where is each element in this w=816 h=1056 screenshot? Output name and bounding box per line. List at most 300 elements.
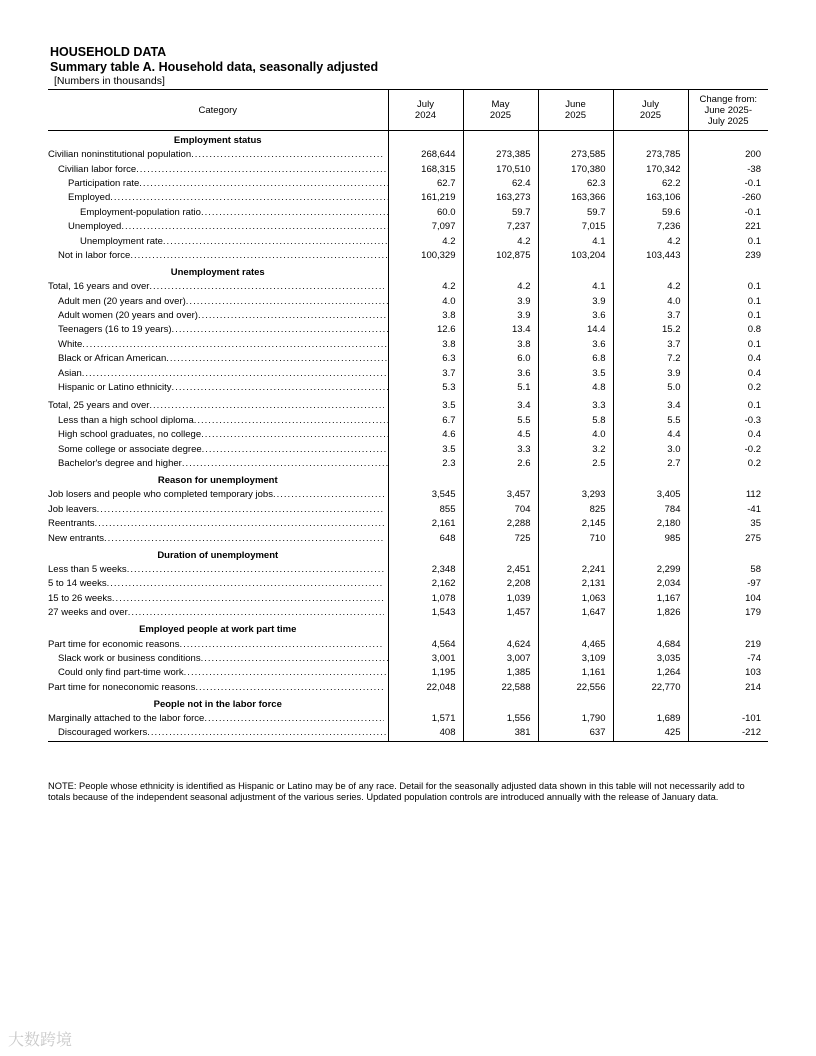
value-cell: 710 — [538, 531, 613, 545]
row-label-text: New entrants — [48, 532, 104, 544]
value-cell: 648 — [388, 531, 463, 545]
table-row — [48, 652, 768, 666]
leader-dots — [172, 323, 388, 337]
empty-cell — [613, 471, 688, 488]
row-label — [48, 488, 388, 502]
value-cell: 2,131 — [538, 577, 613, 591]
value-cell: 268,644 — [388, 148, 463, 162]
row-label — [48, 206, 388, 220]
value-cell: 59.7 — [538, 206, 613, 220]
value-cell: 1,039 — [463, 592, 538, 606]
table-row — [48, 712, 768, 726]
value-cell: 4.5 — [463, 428, 538, 442]
value-cell: 168,315 — [388, 162, 463, 176]
table-row — [48, 637, 768, 651]
value-cell: 4,564 — [388, 637, 463, 651]
value-cell: 1,556 — [463, 712, 538, 726]
row-label — [48, 681, 388, 695]
value-cell: 3,405 — [613, 488, 688, 502]
leader-dots — [184, 666, 388, 680]
value-cell: 4.0 — [388, 295, 463, 309]
empty-cell — [463, 695, 538, 712]
value-cell: 0.4 — [688, 366, 768, 380]
value-cell: 1,195 — [388, 666, 463, 680]
empty-cell — [538, 263, 613, 280]
value-cell: 3.7 — [613, 309, 688, 323]
value-cell: 3.4 — [463, 399, 538, 413]
value-cell: 60.0 — [388, 206, 463, 220]
section-heading-row — [48, 546, 768, 563]
table-row — [48, 442, 768, 456]
leader-dots — [121, 220, 388, 234]
value-cell: 0.1 — [688, 338, 768, 352]
value-cell: 163,273 — [463, 191, 538, 205]
leader-dots — [201, 428, 388, 442]
value-cell: 3.6 — [538, 338, 613, 352]
row-label-text: Participation rate — [68, 177, 140, 189]
section-heading: Reason for unemployment — [157, 475, 278, 487]
value-cell: 5.1 — [463, 381, 538, 395]
leader-dots — [82, 338, 388, 352]
value-cell: 0.1 — [688, 309, 768, 323]
row-label — [48, 517, 388, 531]
value-cell: -260 — [688, 191, 768, 205]
value-cell: 2,180 — [613, 517, 688, 531]
empty-cell — [388, 695, 463, 712]
leader-dots — [194, 414, 388, 428]
value-cell: 62.3 — [538, 177, 613, 191]
value-cell: 1,826 — [613, 606, 688, 620]
value-cell: 1,790 — [538, 712, 613, 726]
table-row — [48, 234, 768, 248]
row-label-text: Not in labor force — [58, 249, 131, 261]
section-heading: People not in the labor force — [153, 698, 282, 710]
value-cell: 170,342 — [613, 162, 688, 176]
value-cell: 3,457 — [463, 488, 538, 502]
value-cell: 14.4 — [538, 323, 613, 337]
value-cell: 22,770 — [613, 681, 688, 695]
table-row — [48, 352, 768, 366]
value-cell: 425 — [613, 726, 688, 741]
value-cell: 6.3 — [388, 352, 463, 366]
leader-dots — [107, 577, 384, 591]
value-cell: 102,875 — [463, 249, 538, 263]
value-cell: 2,241 — [538, 563, 613, 577]
row-label — [48, 352, 388, 366]
row-label — [48, 234, 388, 248]
value-cell: 3.8 — [463, 338, 538, 352]
value-cell: 62.2 — [613, 177, 688, 191]
col-header-june-2025: June 2025 — [538, 90, 613, 131]
section-heading: Employed people at work part time — [139, 624, 297, 636]
leader-dots — [186, 295, 388, 309]
table-row — [48, 517, 768, 531]
row-label-text: Reentrants — [48, 518, 95, 530]
value-cell: 2.7 — [613, 457, 688, 471]
row-label-text: Civilian noninstitutional population — [48, 149, 192, 161]
value-cell: 273,785 — [613, 148, 688, 162]
value-cell: 2,288 — [463, 517, 538, 531]
value-cell: 1,457 — [463, 606, 538, 620]
table-row — [48, 148, 768, 162]
value-cell: 1,264 — [613, 666, 688, 680]
value-cell: 4.2 — [388, 234, 463, 248]
empty-cell — [463, 620, 538, 637]
value-cell: 3,007 — [463, 652, 538, 666]
value-cell: 4.2 — [613, 234, 688, 248]
value-cell: 273,385 — [463, 148, 538, 162]
value-cell: 3.9 — [613, 366, 688, 380]
row-label-text: Job leavers — [48, 503, 97, 515]
value-cell: 58 — [688, 563, 768, 577]
leader-dots — [139, 177, 388, 191]
row-label-text: Job losers and people who completed temporary jobs — [48, 489, 273, 501]
empty-cell — [688, 695, 768, 712]
table-row — [48, 162, 768, 176]
row-label — [48, 442, 388, 456]
value-cell: 12.6 — [388, 323, 463, 337]
value-cell: 0.2 — [688, 457, 768, 471]
row-label — [48, 220, 388, 234]
value-cell: 275 — [688, 531, 768, 545]
value-cell: 784 — [613, 503, 688, 517]
value-cell: 6.0 — [463, 352, 538, 366]
leader-dots — [82, 367, 388, 381]
value-cell: 637 — [538, 726, 613, 741]
watermark: 大数跨境 — [8, 1032, 73, 1049]
value-cell: 3.6 — [463, 366, 538, 380]
value-cell: 0.8 — [688, 323, 768, 337]
value-cell: 6.8 — [538, 352, 613, 366]
value-cell: 1,161 — [538, 666, 613, 680]
value-cell: 1,689 — [613, 712, 688, 726]
value-cell: 3.2 — [538, 442, 613, 456]
value-cell: 4,465 — [538, 637, 613, 651]
row-label-text: Total, 25 years and over — [48, 400, 150, 412]
table-row — [48, 280, 768, 294]
value-cell: -41 — [688, 503, 768, 517]
value-cell: 2,162 — [388, 577, 463, 591]
value-cell: 219 — [688, 637, 768, 651]
row-label-text: Discouraged workers — [58, 727, 148, 739]
value-cell: 381 — [463, 726, 538, 741]
value-cell: 6.7 — [388, 414, 463, 428]
leader-dots — [136, 163, 388, 177]
value-cell: 1,167 — [613, 592, 688, 606]
leader-dots — [172, 381, 388, 395]
row-label-text: Unemployment rate — [80, 235, 163, 247]
value-cell: 4.1 — [538, 280, 613, 294]
value-cell: 2,145 — [538, 517, 613, 531]
row-label — [48, 428, 388, 442]
value-cell: -0.3 — [688, 414, 768, 428]
value-cell: 2.3 — [388, 457, 463, 471]
page-title: HOUSEHOLD DATA — [50, 45, 167, 59]
row-label — [48, 577, 388, 591]
value-cell: 179 — [688, 606, 768, 620]
value-cell: -0.1 — [688, 177, 768, 191]
value-cell: 985 — [613, 531, 688, 545]
row-label — [48, 323, 388, 337]
empty-cell — [388, 620, 463, 637]
leader-dots — [97, 503, 384, 517]
leader-dots — [201, 206, 388, 220]
table-row — [48, 249, 768, 263]
leader-dots — [191, 148, 384, 162]
value-cell: 3.8 — [388, 309, 463, 323]
section-heading: Duration of unemployment — [157, 549, 279, 561]
table-row — [48, 381, 768, 395]
value-cell: 3.0 — [613, 442, 688, 456]
empty-cell — [613, 695, 688, 712]
row-label-text: Adult women (20 years and over) — [58, 310, 198, 322]
row-label-text: White — [58, 338, 83, 350]
value-cell: 7,015 — [538, 220, 613, 234]
value-cell: 161,219 — [388, 191, 463, 205]
value-cell: 1,543 — [388, 606, 463, 620]
value-cell: 4.0 — [613, 295, 688, 309]
leader-dots — [149, 280, 384, 294]
value-cell: 59.6 — [613, 206, 688, 220]
value-cell: 725 — [463, 531, 538, 545]
table-row — [48, 666, 768, 680]
value-cell: 170,510 — [463, 162, 538, 176]
row-label-text: Hispanic or Latino ethnicity — [58, 382, 172, 394]
row-label-text: Less than 5 weeks — [48, 563, 127, 575]
row-label — [48, 592, 388, 606]
row-label-text: High school graduates, no college — [58, 429, 202, 441]
empty-cell — [463, 131, 538, 149]
value-cell: 3,109 — [538, 652, 613, 666]
value-cell: 2,299 — [613, 563, 688, 577]
value-cell: -101 — [688, 712, 768, 726]
value-cell: 104 — [688, 592, 768, 606]
empty-cell — [613, 620, 688, 637]
value-cell: 103 — [688, 666, 768, 680]
table-row — [48, 309, 768, 323]
value-cell: 163,366 — [538, 191, 613, 205]
row-label-text: Part time for economic reasons — [48, 638, 180, 650]
value-cell: 2,161 — [388, 517, 463, 531]
leader-dots — [204, 712, 384, 726]
row-label — [48, 191, 388, 205]
leader-dots — [130, 249, 388, 263]
leader-dots — [179, 638, 384, 652]
value-cell: 4.2 — [463, 234, 538, 248]
empty-cell — [688, 546, 768, 563]
units-note: [Numbers in thousands] — [54, 75, 165, 87]
value-cell: 7.2 — [613, 352, 688, 366]
value-cell: 0.1 — [688, 234, 768, 248]
leader-dots — [182, 457, 388, 471]
row-label-text: Civilian labor force — [58, 163, 137, 175]
empty-cell — [463, 263, 538, 280]
empty-cell — [688, 620, 768, 637]
value-cell: 3.5 — [538, 366, 613, 380]
col-header-category: Category — [48, 90, 388, 131]
row-label-text: Bachelor's degree and higher — [58, 458, 182, 469]
value-cell: 5.0 — [613, 381, 688, 395]
value-cell: 3.8 — [388, 338, 463, 352]
table-row — [48, 338, 768, 352]
value-cell: 3,035 — [613, 652, 688, 666]
empty-cell — [613, 263, 688, 280]
value-cell: 408 — [388, 726, 463, 741]
value-cell: 13.4 — [463, 323, 538, 337]
row-label — [48, 503, 388, 517]
footnote: NOTE: People whose ethnicity is identified as Hispanic or Latino may be of any race. Detail for the seasonally adjusted data shown in this table will not necessarily add to totals because of the independent seasonal adjustment of the various series. Updated population controls are introduced annually with the release of January data. — [48, 781, 745, 802]
row-label — [48, 280, 388, 294]
value-cell: 2.5 — [538, 457, 613, 471]
leader-dots — [273, 488, 384, 502]
row-label-text: Marginally attached to the labor force — [48, 713, 205, 725]
row-label — [48, 338, 388, 352]
row-label-text: 5 to 14 weeks — [48, 578, 107, 590]
leader-dots — [198, 309, 388, 323]
value-cell: 3.9 — [463, 295, 538, 309]
row-label-text: Total, 16 years and over — [48, 281, 150, 293]
table-row — [48, 531, 768, 545]
empty-cell — [613, 131, 688, 149]
value-cell: 0.1 — [688, 280, 768, 294]
table-row — [48, 177, 768, 191]
household-data-table — [48, 89, 768, 742]
empty-cell — [538, 695, 613, 712]
value-cell: 4.6 — [388, 428, 463, 442]
row-label — [48, 399, 388, 413]
leader-dots — [128, 606, 384, 620]
row-label-text: Could only find part-time work — [58, 667, 184, 679]
col-header-july-2025: July 2025 — [613, 90, 688, 131]
leader-dots — [201, 652, 388, 666]
value-cell: 170,380 — [538, 162, 613, 176]
table-row — [48, 206, 768, 220]
row-label-text: Employed — [68, 192, 111, 204]
section-heading-row — [48, 695, 768, 712]
row-label-text: 27 weeks and over — [48, 607, 128, 619]
leader-dots — [94, 517, 384, 531]
value-cell: -0.1 — [688, 206, 768, 220]
table-row — [48, 503, 768, 517]
value-cell: 103,204 — [538, 249, 613, 263]
value-cell: 0.1 — [688, 295, 768, 309]
leader-dots — [110, 191, 388, 205]
value-cell: 0.2 — [688, 381, 768, 395]
value-cell: 112 — [688, 488, 768, 502]
table-row — [48, 414, 768, 428]
table-body — [48, 131, 768, 742]
value-cell: 5.5 — [613, 414, 688, 428]
value-cell: 4.1 — [538, 234, 613, 248]
value-cell: 0.1 — [688, 399, 768, 413]
row-label — [48, 606, 388, 620]
value-cell: 2.6 — [463, 457, 538, 471]
value-cell: 3.7 — [613, 338, 688, 352]
empty-cell — [463, 471, 538, 488]
leader-dots — [104, 532, 384, 546]
table-row — [48, 457, 768, 471]
value-cell: 221 — [688, 220, 768, 234]
row-label-text: Asian — [58, 367, 82, 379]
leader-dots — [202, 443, 388, 457]
value-cell: 4.2 — [613, 280, 688, 294]
table-row — [48, 577, 768, 591]
value-cell: -38 — [688, 162, 768, 176]
value-cell: 3,545 — [388, 488, 463, 502]
empty-cell — [463, 546, 538, 563]
table-row — [48, 295, 768, 309]
value-cell: 7,236 — [613, 220, 688, 234]
row-label — [48, 366, 388, 380]
value-cell: -74 — [688, 652, 768, 666]
value-cell: 22,588 — [463, 681, 538, 695]
row-label — [48, 563, 388, 577]
table-row — [48, 592, 768, 606]
table-subtitle: Summary table A. Household data, seasonally adjusted — [50, 60, 379, 74]
row-label — [48, 637, 388, 651]
value-cell: 3.9 — [538, 295, 613, 309]
value-cell: 3.3 — [463, 442, 538, 456]
value-cell: 1,385 — [463, 666, 538, 680]
value-cell: 2,034 — [613, 577, 688, 591]
table-row — [48, 488, 768, 502]
table-header-row — [48, 90, 768, 131]
value-cell: 35 — [688, 517, 768, 531]
section-heading-row — [48, 620, 768, 637]
value-cell: 200 — [688, 148, 768, 162]
empty-cell — [688, 131, 768, 149]
value-cell: 3.5 — [388, 442, 463, 456]
empty-cell — [538, 131, 613, 149]
leader-dots — [147, 726, 388, 740]
value-cell: 1,078 — [388, 592, 463, 606]
value-cell: 4,624 — [463, 637, 538, 651]
value-cell: 1,647 — [538, 606, 613, 620]
table-row — [48, 563, 768, 577]
value-cell: 5.5 — [463, 414, 538, 428]
value-cell: 4.2 — [388, 280, 463, 294]
row-label — [48, 148, 388, 162]
value-cell: 4.8 — [538, 381, 613, 395]
table-row — [48, 366, 768, 380]
value-cell: 163,106 — [613, 191, 688, 205]
leader-dots — [127, 563, 384, 577]
row-label-text: Black or African American — [58, 353, 167, 365]
section-heading: Unemployment rates — [170, 267, 265, 279]
value-cell: 3.4 — [613, 399, 688, 413]
value-cell: -212 — [688, 726, 768, 741]
row-label — [48, 666, 388, 680]
row-label-text: 15 to 26 weeks — [48, 592, 112, 604]
empty-cell — [388, 263, 463, 280]
row-label — [48, 309, 388, 323]
empty-cell — [388, 546, 463, 563]
value-cell: 62.4 — [463, 177, 538, 191]
value-cell: 273,585 — [538, 148, 613, 162]
value-cell: 214 — [688, 681, 768, 695]
empty-cell — [688, 263, 768, 280]
value-cell: 4.0 — [538, 428, 613, 442]
table-row — [48, 191, 768, 205]
value-cell: 4.2 — [463, 280, 538, 294]
row-label — [48, 652, 388, 666]
value-cell: 59.7 — [463, 206, 538, 220]
value-cell: 15.2 — [613, 323, 688, 337]
section-heading-row — [48, 263, 768, 280]
table-row — [48, 399, 768, 413]
value-cell: 1,571 — [388, 712, 463, 726]
col-header-july-2024: July 2024 — [388, 90, 463, 131]
